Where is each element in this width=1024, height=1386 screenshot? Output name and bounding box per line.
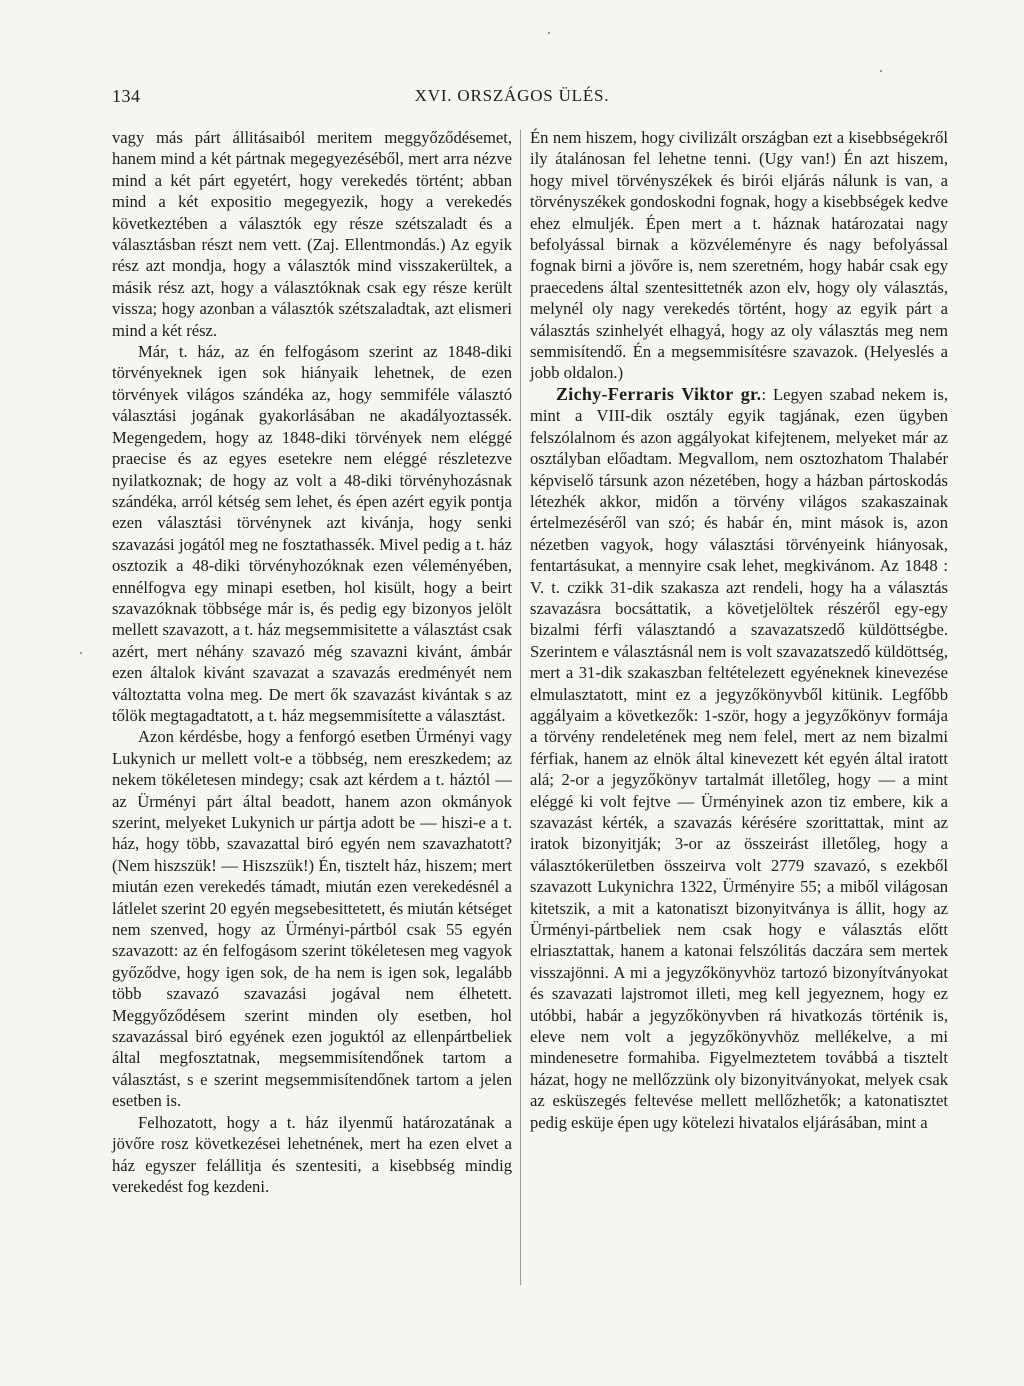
speaker-name: Zichy-Ferraris Viktor gr. <box>556 383 762 404</box>
right-column <box>530 127 948 1133</box>
paper-speck <box>880 70 882 72</box>
left-column <box>112 127 512 1197</box>
left-paragraph-1: vagy más párt állitásaiból meritem meggyőződésemet, hanem mind a két pártnak megegyezéséből, mert arra nézve mind a két párt egyetért, hogy verekedés történt; abban mind a két expositio megegyezik, hogy a verekedés következtében a választók egy része szétszaladt és a választásban részt nem vett. (Zaj. Ellentmondás.) Az egyik rész azt mondja, hogy a választók mind visszakerültek, a másik rész azt, hogy a választóknak csak egy része került vissza; hogy azonban a választók szétszaladtak, azt elismeri mind a két rész. <box>112 128 512 340</box>
left-paragraph-3: Azon kérdésbe, hogy a fenforgó esetben Ürményi vagy Lukynich ur mellett volt-e a többség, nem ereszkedem; az nekem tökéletesen mindegy; csak azt kérdem a t. háztól — az Ürményi párt által beadott, hanem azon okmányok szerint, melyeket Lukynich ur pártja adott be — hiszi-e a t. ház, hogy több, szavazattal biró egyén nem szavazhatott? (Nem hiszszük! — Hiszszük!) Én, tisztelt ház, hiszem; mert miután ezen verekedés támadt, miután ezen verekedésnél a látlelet szerint 20 egyén megsebesittetett, és miután kétséget nem szenved, hogy az Ürményi-pártból csak 55 egyén szavazott: az én felfogásom szerint tökéletesen meg vagyok győződve, hogy igen sok, de ha nem is igen sok, legalább több szavazó szavazási jogával nem élhetett. Meggyőződésem szerint minden oly esetben, hol szavazással biró egyének ezen joguktól az ellenpártbeliek által megfosztatnak, megsemmisítendőnek tartom a választást, s e szerint megsemmisítendőnek tartom a jelen esetben is. <box>112 727 512 1111</box>
running-head-title: XVI. ORSZÁGOS ÜLÉS. <box>414 86 610 105</box>
right-paragraph-2: : Legyen szabad nekem is, mint a VIII-dik osztály egyik tagjának, ezen ügyben felszólalnom és azon aggályokat kifejtenem, melyeket már az osztályban előadtam. Megvallom, nem osztozhatom Thalabér képviselő társunk azon nézetében, hogy a házban pártoskodás létezhék akkor, midőn a törvény világos szakaszainak értelmezéséről van szó; és habár én, mint mások is, azon nézetben vagyok, hogy választási törvényeink hiányosak, fentartásukat, a mennyire csak lehet, megkivánom. Az 1848 : V. t. czikk 31-dik szakasza azt rendeli, hogy ha a választás szavazásra bocsáttatik, a követjelöltek részéről egy-egy bizalmi férfi választandó a szavazatszedő küldöttségbe. Szerintem e választásnál nem is volt szavazatszedő küldöttség, mert a 31-dik szakaszban feltételezett egyéneknek kinevezése elmulasztatott, mint ez a jegyzőkönyvből kitünik. Legfőbb aggályaim a következők: 1-ször, hogy a jegyzőkönyv formája a törvény rendeletének meg nem felel, mert az nem bizalmi férfiak, hanem az elnök által kinevezett két egyén által iratott alá; 2-or a jegyzőkönyv tartalmát illetőleg, hogy — a mint eléggé ki volt fejtve — Ürményinek azon tiz embere, kik a szavazást kérték, a szavazás kérésére szorittattak, mint az iratok bizonyitják; 3-or az összeirást illetőleg, hogy a választókerületben összeirva volt 2779 szavazó, s ezekből szavazott Lukynichra 1322, Ürményire 55; a miből világosan kitetszik, a mit a katonatiszt bizonyitványa is állit, hogy az Ürményi-pártbeliek nem csak hogy e választás előtt elriasztattak, hanem a katonai felszólitás daczára sem mertek visszajönni. A mi a jegyzőkönyvhöz tartozó bizonyítványokat és szavazati lajstromot illeti, meg kell jegyeznem, hogy ez utóbbi, habár a jegyzőkönyvben rá hivatkozás történik is, eleve nem volt a jegyzőkönyvhöz mellékelve, a mi mindenesetre formahiba. Figyelmeztetem továbbá a tisztelt házat, hogy ne mellőzzünk oly bizonyitványokat, melyek csak az esküszegés feltevése mellett mellőzhetők; a katonatisztet pedig esküje épen ugy kötelezi hivatalos eljárásában, mint a <box>530 384 948 1132</box>
left-paragraph-4: Felhozatott, hogy a t. ház ilyenmű határozatának a jövőre rosz következései lehetnének, mert ha ezen elvet a ház egyszer felállitja és szentesiti, a kisebbség mindig verekedést fog kezdeni. <box>112 1112 512 1196</box>
left-paragraph-2: Már, t. ház, az én felfogásom szerint az 1848-diki törvényeknek igen sok hiányaik lehetnek, de ezen törvények világos szándéka az, hogy semmiféle választó választási jogának gyakorlásában ne akadályoztassék. Megengedem, hogy az 1848-diki törvények nem eléggé praecise és az egyes esetekre nem eléggé részletezve nyilatkoznak; de hogy az volt a 48-diki törvényhozásnak szándéka, arról kétség sem lehet, és épen azért egyik pontja ezen választási törvénynek azt kivánja, hogy senki szavazási jogától meg ne fosztathassék. Mivel pedig a t. ház osztozik a 48-diki törvényhozóknak ezen véleményében, ennélfogva egy minapi esetben, hol kisült, hogy a beirt szavazóknak többsége már is, és pedig egy bizonyos jelölt mellett szavazott, a t. ház megsemmisitette a választást csak azért, mert néhány szavazó még szavazni kivánt, ámbár ezen általok kivánt szavazat a szavazás eredményét nem változtatta volna meg. De mert ők szavazást kivántak s az tőlök megtagadtatott, a t. ház megsemmisítette a választást. <box>112 342 512 725</box>
paper-speck <box>548 32 550 34</box>
paper-speck <box>80 652 82 654</box>
page-number: 134 <box>112 86 141 106</box>
right-paragraph-1: Én nem hiszem, hogy civilizált országban ezt a kisebbségekről ily átalánosan fel lehetne tenni. (Ugy van!) Én azt hiszem, hogy mivel törvényszékek és birói eljárás nálunk is van, a törvényszékek gondoskodni fognak, hogy a kisebbségek kedve ehez elmuljék. Épen mert a t. háznak határozatai nagy befolyással birnak a közvéleményre és nagy befolyással fognak birni a jövőre is, nem szeretném, hogy habár csak egy praecedens által szentesittetnék azon elv, hogy oly választás, melynél oly nagy verekedés történt, hogy az egyik párt a választás szinhelyét elhagyá, hogy az oly választás meg nem semmisítendő. Én a megsemmisítésre szavazok. (Helyeslés a jobb oldalon.) <box>530 128 948 383</box>
column-divider <box>520 130 521 1285</box>
speaker-paragraph <box>530 384 948 1133</box>
